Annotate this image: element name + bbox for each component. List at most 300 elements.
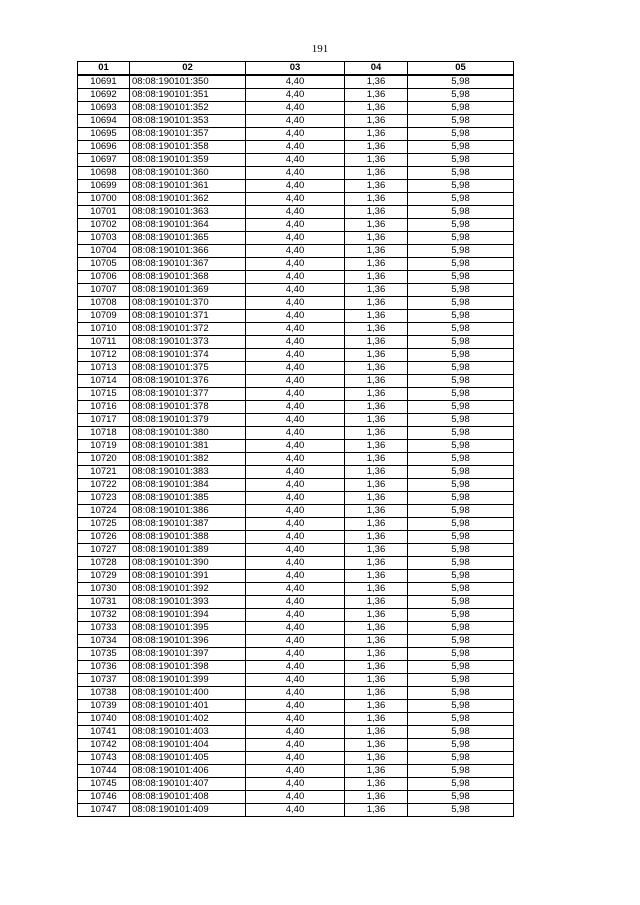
cell-cadastral-id: 08:08:190101:373 [130, 336, 246, 349]
cell-value-05: 5,98 [408, 700, 514, 713]
cell-value-04: 1,36 [345, 349, 408, 362]
cell-cadastral-id: 08:08:190101:362 [130, 193, 246, 206]
cell-cadastral-id: 08:08:190101:408 [130, 791, 246, 804]
cell-value-04: 1,36 [345, 310, 408, 323]
table-row [78, 544, 514, 557]
cell-value-04: 1,36 [345, 518, 408, 531]
cell-value-03: 4,40 [246, 687, 345, 700]
table-row [78, 726, 514, 739]
cell-value-05: 5,98 [408, 167, 514, 180]
cell-number: 10704 [78, 245, 130, 258]
cell-value-04: 1,36 [345, 635, 408, 648]
cell-value-05: 5,98 [408, 141, 514, 154]
cell-value-03: 4,40 [246, 466, 345, 479]
cell-value-05: 5,98 [408, 375, 514, 388]
table-row [78, 128, 514, 141]
column-header-02: 02 [130, 62, 246, 76]
cell-value-04: 1,36 [345, 362, 408, 375]
cell-cadastral-id: 08:08:190101:370 [130, 297, 246, 310]
cell-number: 10747 [78, 804, 130, 817]
cell-value-05: 5,98 [408, 674, 514, 687]
cell-value-03: 4,40 [246, 804, 345, 817]
table-row [78, 349, 514, 362]
table-row [78, 609, 514, 622]
cell-cadastral-id: 08:08:190101:388 [130, 531, 246, 544]
table-row [78, 505, 514, 518]
cell-value-05: 5,98 [408, 726, 514, 739]
cell-value-04: 1,36 [345, 167, 408, 180]
cell-value-05: 5,98 [408, 401, 514, 414]
cell-number: 10705 [78, 258, 130, 271]
cell-value-04: 1,36 [345, 505, 408, 518]
table-row [78, 271, 514, 284]
cell-value-04: 1,36 [345, 154, 408, 167]
cell-value-05: 5,98 [408, 492, 514, 505]
cell-value-05: 5,98 [408, 440, 514, 453]
cell-value-04: 1,36 [345, 440, 408, 453]
cell-value-03: 4,40 [246, 427, 345, 440]
cell-value-03: 4,40 [246, 492, 345, 505]
cell-value-03: 4,40 [246, 752, 345, 765]
cell-value-05: 5,98 [408, 258, 514, 271]
cell-value-05: 5,98 [408, 778, 514, 791]
table-row [78, 336, 514, 349]
cell-number: 10718 [78, 427, 130, 440]
cell-cadastral-id: 08:08:190101:366 [130, 245, 246, 258]
cell-value-05: 5,98 [408, 414, 514, 427]
cell-value-03: 4,40 [246, 180, 345, 193]
cell-value-05: 5,98 [408, 245, 514, 258]
cell-number: 10696 [78, 141, 130, 154]
cell-cadastral-id: 08:08:190101:367 [130, 258, 246, 271]
cell-value-04: 1,36 [345, 466, 408, 479]
table-row [78, 245, 514, 258]
table-row [78, 297, 514, 310]
cell-cadastral-id: 08:08:190101:382 [130, 453, 246, 466]
cell-value-05: 5,98 [408, 349, 514, 362]
cell-number: 10739 [78, 700, 130, 713]
cell-value-05: 5,98 [408, 219, 514, 232]
cell-value-05: 5,98 [408, 583, 514, 596]
cell-value-04: 1,36 [345, 284, 408, 297]
cell-value-05: 5,98 [408, 739, 514, 752]
cell-value-05: 5,98 [408, 752, 514, 765]
cell-value-05: 5,98 [408, 362, 514, 375]
cell-value-05: 5,98 [408, 596, 514, 609]
cell-value-04: 1,36 [345, 557, 408, 570]
cell-number: 10701 [78, 206, 130, 219]
cell-cadastral-id: 08:08:190101:365 [130, 232, 246, 245]
table-row [78, 570, 514, 583]
cell-cadastral-id: 08:08:190101:393 [130, 596, 246, 609]
cell-cadastral-id: 08:08:190101:371 [130, 310, 246, 323]
cell-value-03: 4,40 [246, 75, 345, 89]
table-row [78, 75, 514, 89]
cell-number: 10743 [78, 752, 130, 765]
cell-value-03: 4,40 [246, 232, 345, 245]
table-row [78, 700, 514, 713]
cell-value-05: 5,98 [408, 765, 514, 778]
cell-value-04: 1,36 [345, 674, 408, 687]
cell-value-05: 5,98 [408, 206, 514, 219]
table-row [78, 752, 514, 765]
cell-value-04: 1,36 [345, 180, 408, 193]
cell-value-04: 1,36 [345, 492, 408, 505]
cell-number: 10720 [78, 453, 130, 466]
cell-value-03: 4,40 [246, 700, 345, 713]
cell-number: 10727 [78, 544, 130, 557]
cell-number: 10744 [78, 765, 130, 778]
cell-value-04: 1,36 [345, 570, 408, 583]
cell-cadastral-id: 08:08:190101:396 [130, 635, 246, 648]
cell-value-03: 4,40 [246, 479, 345, 492]
cell-number: 10725 [78, 518, 130, 531]
cell-value-04: 1,36 [345, 232, 408, 245]
cell-cadastral-id: 08:08:190101:352 [130, 102, 246, 115]
cell-value-05: 5,98 [408, 557, 514, 570]
cell-value-04: 1,36 [345, 596, 408, 609]
cell-value-05: 5,98 [408, 180, 514, 193]
table-row [78, 479, 514, 492]
table-row [78, 466, 514, 479]
data-table [77, 61, 514, 817]
table-row [78, 674, 514, 687]
cell-value-03: 4,40 [246, 661, 345, 674]
cell-value-03: 4,40 [246, 531, 345, 544]
cell-value-03: 4,40 [246, 193, 345, 206]
cell-value-04: 1,36 [345, 401, 408, 414]
table-row [78, 102, 514, 115]
cell-number: 10730 [78, 583, 130, 596]
cell-value-03: 4,40 [246, 141, 345, 154]
cell-value-04: 1,36 [345, 648, 408, 661]
cell-cadastral-id: 08:08:190101:379 [130, 414, 246, 427]
table-row [78, 661, 514, 674]
cell-cadastral-id: 08:08:190101:353 [130, 115, 246, 128]
cell-value-05: 5,98 [408, 453, 514, 466]
cell-value-03: 4,40 [246, 297, 345, 310]
cell-value-04: 1,36 [345, 804, 408, 817]
cell-value-03: 4,40 [246, 102, 345, 115]
cell-value-03: 4,40 [246, 557, 345, 570]
cell-number: 10703 [78, 232, 130, 245]
cell-number: 10708 [78, 297, 130, 310]
cell-value-04: 1,36 [345, 687, 408, 700]
cell-value-04: 1,36 [345, 89, 408, 102]
cell-value-05: 5,98 [408, 479, 514, 492]
cell-value-04: 1,36 [345, 388, 408, 401]
table-row [78, 765, 514, 778]
column-header-03: 03 [246, 62, 345, 76]
column-header-01: 01 [78, 62, 130, 76]
cell-value-04: 1,36 [345, 297, 408, 310]
cell-value-04: 1,36 [345, 115, 408, 128]
cell-cadastral-id: 08:08:190101:350 [130, 75, 246, 89]
cell-value-05: 5,98 [408, 232, 514, 245]
cell-value-05: 5,98 [408, 648, 514, 661]
cell-value-05: 5,98 [408, 531, 514, 544]
cell-value-05: 5,98 [408, 154, 514, 167]
cell-value-03: 4,40 [246, 154, 345, 167]
table-row [78, 778, 514, 791]
cell-value-05: 5,98 [408, 128, 514, 141]
cell-value-05: 5,98 [408, 661, 514, 674]
cell-value-03: 4,40 [246, 349, 345, 362]
cell-value-03: 4,40 [246, 791, 345, 804]
cell-number: 10728 [78, 557, 130, 570]
cell-value-04: 1,36 [345, 713, 408, 726]
cell-value-03: 4,40 [246, 440, 345, 453]
cell-number: 10724 [78, 505, 130, 518]
cell-value-03: 4,40 [246, 323, 345, 336]
cell-number: 10729 [78, 570, 130, 583]
table-row [78, 167, 514, 180]
cell-value-05: 5,98 [408, 310, 514, 323]
cell-cadastral-id: 08:08:190101:407 [130, 778, 246, 791]
cell-number: 10694 [78, 115, 130, 128]
cell-value-03: 4,40 [246, 518, 345, 531]
cell-value-05: 5,98 [408, 804, 514, 817]
table-row [78, 180, 514, 193]
cell-value-04: 1,36 [345, 791, 408, 804]
cell-value-03: 4,40 [246, 362, 345, 375]
cell-value-03: 4,40 [246, 336, 345, 349]
cell-number: 10735 [78, 648, 130, 661]
cell-number: 10740 [78, 713, 130, 726]
cell-cadastral-id: 08:08:190101:394 [130, 609, 246, 622]
cell-value-04: 1,36 [345, 544, 408, 557]
cell-cadastral-id: 08:08:190101:377 [130, 388, 246, 401]
cell-value-03: 4,40 [246, 726, 345, 739]
cell-number: 10731 [78, 596, 130, 609]
cell-value-04: 1,36 [345, 193, 408, 206]
table-row [78, 427, 514, 440]
table-row [78, 193, 514, 206]
cell-number: 10692 [78, 89, 130, 102]
cell-cadastral-id: 08:08:190101:387 [130, 518, 246, 531]
cell-value-03: 4,40 [246, 765, 345, 778]
cell-number: 10721 [78, 466, 130, 479]
cell-cadastral-id: 08:08:190101:390 [130, 557, 246, 570]
cell-value-05: 5,98 [408, 791, 514, 804]
cell-number: 10712 [78, 349, 130, 362]
cell-cadastral-id: 08:08:190101:409 [130, 804, 246, 817]
table-row [78, 401, 514, 414]
cell-cadastral-id: 08:08:190101:406 [130, 765, 246, 778]
cell-value-04: 1,36 [345, 661, 408, 674]
cell-cadastral-id: 08:08:190101:372 [130, 323, 246, 336]
cell-value-03: 4,40 [246, 258, 345, 271]
cell-value-03: 4,40 [246, 635, 345, 648]
cell-value-04: 1,36 [345, 102, 408, 115]
cell-value-04: 1,36 [345, 739, 408, 752]
table-row [78, 739, 514, 752]
table-row [78, 804, 514, 817]
cell-cadastral-id: 08:08:190101:376 [130, 375, 246, 388]
cell-value-04: 1,36 [345, 479, 408, 492]
table-row [78, 557, 514, 570]
cell-cadastral-id: 08:08:190101:405 [130, 752, 246, 765]
table-row [78, 791, 514, 804]
cell-cadastral-id: 08:08:190101:398 [130, 661, 246, 674]
cell-value-05: 5,98 [408, 271, 514, 284]
cell-number: 10716 [78, 401, 130, 414]
cell-number: 10706 [78, 271, 130, 284]
cell-number: 10698 [78, 167, 130, 180]
table-row [78, 622, 514, 635]
table-row [78, 648, 514, 661]
cell-value-03: 4,40 [246, 583, 345, 596]
cell-number: 10742 [78, 739, 130, 752]
cell-cadastral-id: 08:08:190101:389 [130, 544, 246, 557]
cell-value-03: 4,40 [246, 115, 345, 128]
cell-value-04: 1,36 [345, 609, 408, 622]
cell-number: 10746 [78, 791, 130, 804]
cell-value-03: 4,40 [246, 778, 345, 791]
cell-cadastral-id: 08:08:190101:399 [130, 674, 246, 687]
cell-value-03: 4,40 [246, 674, 345, 687]
cell-cadastral-id: 08:08:190101:378 [130, 401, 246, 414]
cell-value-04: 1,36 [345, 75, 408, 89]
cell-value-05: 5,98 [408, 687, 514, 700]
cell-cadastral-id: 08:08:190101:401 [130, 700, 246, 713]
table-row [78, 440, 514, 453]
table-row [78, 518, 514, 531]
cell-number: 10714 [78, 375, 130, 388]
cell-value-05: 5,98 [408, 89, 514, 102]
cell-number: 10709 [78, 310, 130, 323]
cell-number: 10717 [78, 414, 130, 427]
table-row [78, 362, 514, 375]
cell-number: 10702 [78, 219, 130, 232]
cell-value-03: 4,40 [246, 89, 345, 102]
cell-number: 10722 [78, 479, 130, 492]
cell-value-04: 1,36 [345, 453, 408, 466]
cell-cadastral-id: 08:08:190101:351 [130, 89, 246, 102]
cell-number: 10710 [78, 323, 130, 336]
cell-value-05: 5,98 [408, 284, 514, 297]
cell-cadastral-id: 08:08:190101:403 [130, 726, 246, 739]
table-body [78, 75, 514, 817]
cell-value-03: 4,40 [246, 505, 345, 518]
table-row [78, 687, 514, 700]
cell-value-05: 5,98 [408, 622, 514, 635]
cell-value-03: 4,40 [246, 167, 345, 180]
cell-cadastral-id: 08:08:190101:383 [130, 466, 246, 479]
cell-cadastral-id: 08:08:190101:381 [130, 440, 246, 453]
table-row [78, 388, 514, 401]
cell-cadastral-id: 08:08:190101:364 [130, 219, 246, 232]
table-row [78, 453, 514, 466]
cell-value-04: 1,36 [345, 726, 408, 739]
cell-number: 10700 [78, 193, 130, 206]
cell-number: 10733 [78, 622, 130, 635]
table-row [78, 284, 514, 297]
cell-value-03: 4,40 [246, 596, 345, 609]
cell-value-04: 1,36 [345, 700, 408, 713]
table-row [78, 414, 514, 427]
cell-number: 10691 [78, 75, 130, 89]
cell-value-04: 1,36 [345, 583, 408, 596]
cell-number: 10695 [78, 128, 130, 141]
cell-number: 10737 [78, 674, 130, 687]
cell-cadastral-id: 08:08:190101:392 [130, 583, 246, 596]
cell-value-05: 5,98 [408, 427, 514, 440]
cell-cadastral-id: 08:08:190101:384 [130, 479, 246, 492]
cell-value-04: 1,36 [345, 622, 408, 635]
cell-value-04: 1,36 [345, 206, 408, 219]
cell-value-04: 1,36 [345, 258, 408, 271]
cell-number: 10693 [78, 102, 130, 115]
cell-cadastral-id: 08:08:190101:368 [130, 271, 246, 284]
cell-value-04: 1,36 [345, 128, 408, 141]
cell-value-03: 4,40 [246, 609, 345, 622]
table-row [78, 154, 514, 167]
cell-value-03: 4,40 [246, 375, 345, 388]
cell-cadastral-id: 08:08:190101:358 [130, 141, 246, 154]
cell-value-04: 1,36 [345, 765, 408, 778]
table-row [78, 635, 514, 648]
cell-value-03: 4,40 [246, 622, 345, 635]
cell-number: 10719 [78, 440, 130, 453]
cell-number: 10697 [78, 154, 130, 167]
cell-cadastral-id: 08:08:190101:404 [130, 739, 246, 752]
table-row [78, 492, 514, 505]
cell-cadastral-id: 08:08:190101:395 [130, 622, 246, 635]
table-row [78, 583, 514, 596]
table-row [78, 310, 514, 323]
cell-number: 10699 [78, 180, 130, 193]
cell-cadastral-id: 08:08:190101:359 [130, 154, 246, 167]
cell-cadastral-id: 08:08:190101:385 [130, 492, 246, 505]
cell-value-05: 5,98 [408, 75, 514, 89]
cell-cadastral-id: 08:08:190101:360 [130, 167, 246, 180]
cell-value-03: 4,40 [246, 544, 345, 557]
cell-value-03: 4,40 [246, 414, 345, 427]
cell-value-03: 4,40 [246, 401, 345, 414]
cell-value-05: 5,98 [408, 609, 514, 622]
cell-number: 10745 [78, 778, 130, 791]
table-row [78, 375, 514, 388]
cell-number: 10713 [78, 362, 130, 375]
cell-value-03: 4,40 [246, 284, 345, 297]
cell-number: 10732 [78, 609, 130, 622]
column-header-05: 05 [408, 62, 514, 76]
table-row [78, 115, 514, 128]
cell-value-04: 1,36 [345, 323, 408, 336]
cell-value-03: 4,40 [246, 648, 345, 661]
table-row [78, 596, 514, 609]
table-row [78, 531, 514, 544]
cell-value-03: 4,40 [246, 206, 345, 219]
cell-value-04: 1,36 [345, 427, 408, 440]
cell-number: 10738 [78, 687, 130, 700]
cell-value-05: 5,98 [408, 713, 514, 726]
cell-value-05: 5,98 [408, 297, 514, 310]
cell-value-04: 1,36 [345, 375, 408, 388]
table-row [78, 206, 514, 219]
table-row [78, 323, 514, 336]
cell-value-05: 5,98 [408, 193, 514, 206]
cell-number: 10736 [78, 661, 130, 674]
cell-value-05: 5,98 [408, 505, 514, 518]
cell-cadastral-id: 08:08:190101:380 [130, 427, 246, 440]
cell-cadastral-id: 08:08:190101:391 [130, 570, 246, 583]
table-row [78, 258, 514, 271]
cell-value-05: 5,98 [408, 518, 514, 531]
cell-value-03: 4,40 [246, 271, 345, 284]
cell-value-05: 5,98 [408, 570, 514, 583]
